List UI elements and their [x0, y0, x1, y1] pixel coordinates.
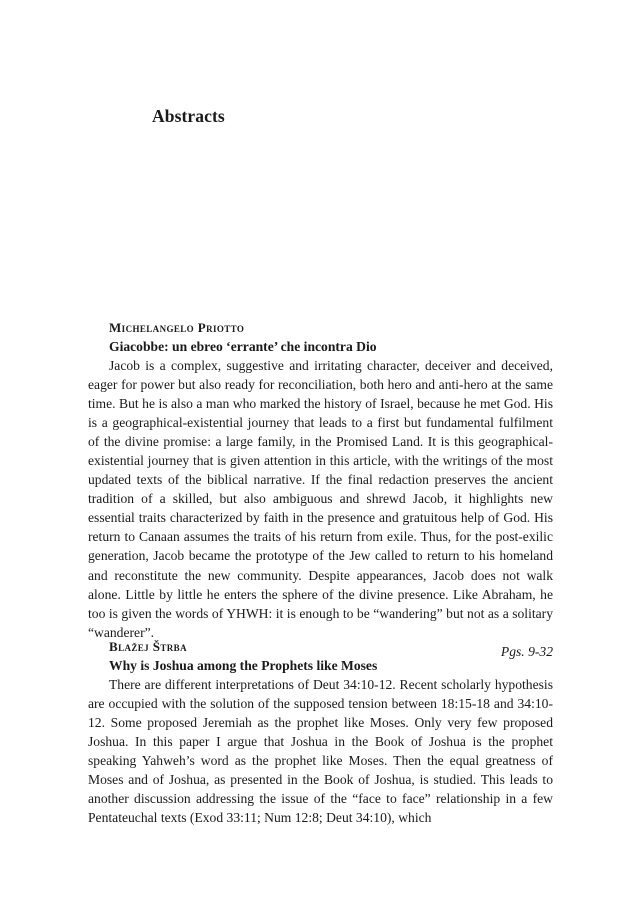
abstract-entry-strba	[88, 638, 553, 827]
author-name: Blažej Štrba	[109, 639, 187, 654]
abstract-title: Why is Joshua among the Prophets like Moses	[109, 658, 378, 673]
author-name: Michelangelo Priotto	[109, 320, 245, 335]
abstract-body: There are different interpretations of Deut 34:10-12. Recent scholarly hypothesis are occupied with the solution of the supposed tension between 18:15-18 and 34:10-12. Some proposed Jeremiah as the prophet like Moses. Only very few proposed Joshua. In this paper I argue that Joshua in the Book of Joshua is the prophet speaking Yahweh’s word as the prophet like Moses. Then the equal greatness of Moses and of Joshua, as presented in the Book of Joshua, is studied. This leads to another discussion addressing the issue of the “face to face” relationship in a few Pentateuchal texts (Exod 33:11; Num 12:8; Deut 34:10), which	[88, 677, 553, 826]
abstract-entry-priotto	[88, 319, 553, 662]
abstract-title: Giacobbe: un ebreo ‘errante’ che incontra Dio	[109, 339, 377, 354]
page-heading: Abstracts	[152, 106, 225, 126]
abstract-body: Jacob is a complex, suggestive and irritating character, deceiver and deceived, eager for power but also ready for reconciliation, both hero and anti-hero at the same time. But he is also a man who marked the history of Israel, because he met God. His is a geographical-existential journey that leads to a first but fundamental fulfilment of the divine promise: a large family, in the Promised Land. It is this geographical-existential journey that is given attention in this article, with the writings of the most updated texts of the biblical narrative. If the final redaction preserves the ancient tradition of a skilled, but also ambiguous and shrewd Jacob, it highlights new essential traits characterized by faith in the presence and gratuitous help of God. His return to Canaan assumes the traits of his return from exile. Thus, for the post-exilic generation, Jacob became the prototype of the Jew called to return to his homeland and reconstitute the new community. Despite appearances, Jacob does not walk alone. Little by little he enters the sphere of the divine presence. Like Abraham, he too is given the words of YHWH: it is enough to be “wandering” but not as a solitary “wanderer”.	[88, 358, 553, 640]
page-range: Pgs. 9-32	[500, 643, 553, 659]
